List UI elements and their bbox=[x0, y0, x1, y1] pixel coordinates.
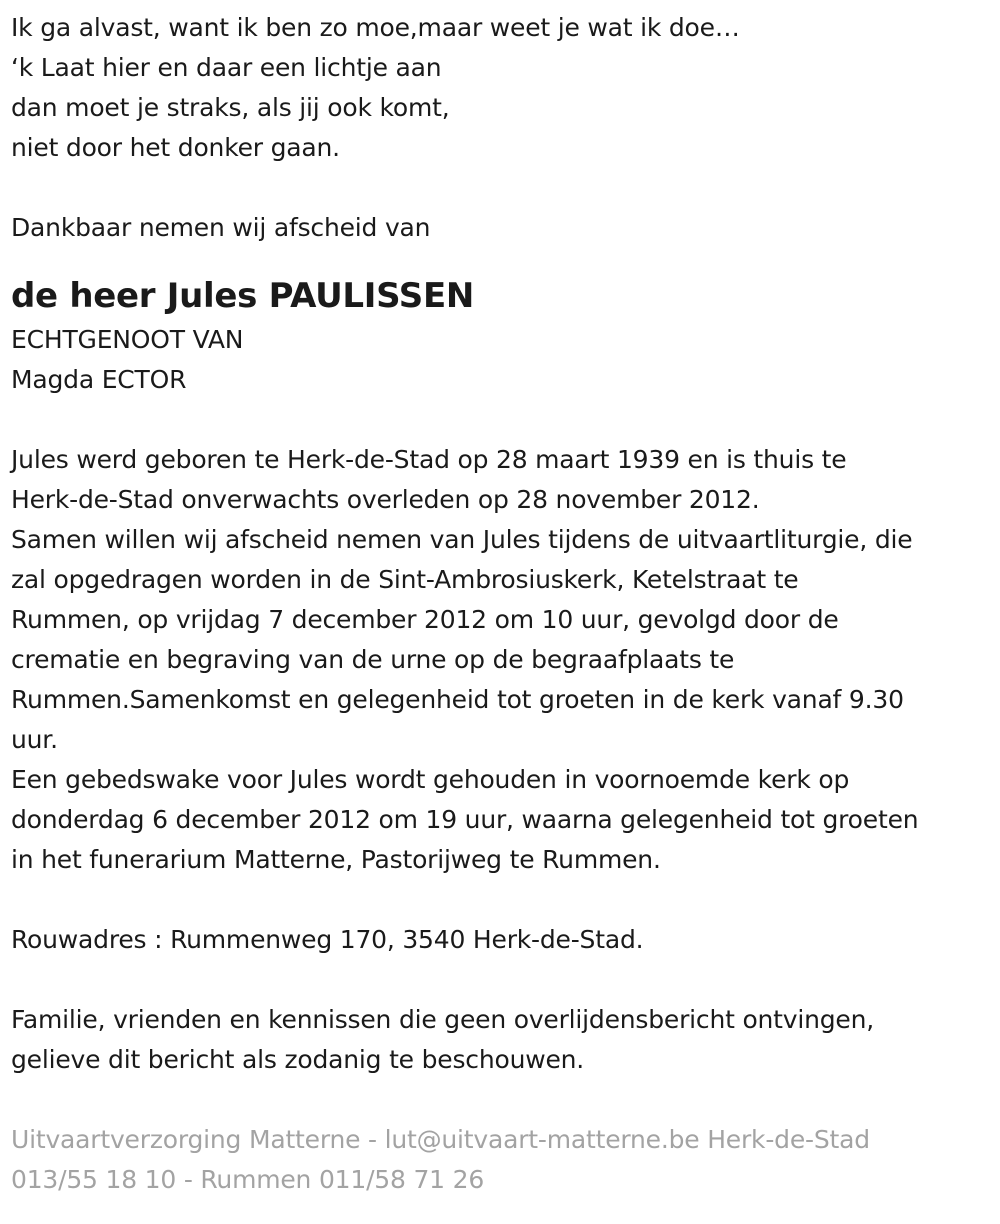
spacer bbox=[11, 880, 1000, 920]
intro-text: Dankbaar nemen wij afscheid van bbox=[11, 213, 431, 242]
spacer bbox=[11, 400, 1000, 440]
funeral-home-footer bbox=[11, 1120, 1000, 1200]
spacer bbox=[11, 168, 1000, 208]
body-line: Een gebedswake voor Jules wordt gehouden in voornoemde kerk op bbox=[11, 765, 850, 794]
spacer bbox=[11, 1080, 1000, 1120]
body-line: crematie en begraving van de urne op de begraafplaats te bbox=[11, 645, 735, 674]
body-line: Samen willen wij afscheid nemen van Jules tijdens de uitvaartliturgie, die bbox=[11, 525, 913, 554]
poem-line: dan moet je straks, als jij ook komt, bbox=[11, 93, 450, 122]
deceased-name: de heer Jules PAULISSEN bbox=[11, 276, 475, 316]
notice bbox=[11, 1000, 1000, 1080]
body-line: Jules werd geboren te Herk-de-Stad op 28 maart 1939 en is thuis te bbox=[11, 445, 847, 474]
body-line: zal opgedragen worden in de Sint-Ambrosiuskerk, Ketelstraat te bbox=[11, 565, 799, 594]
mourning-address: Rouwadres : Rummenweg 170, 3540 Herk-de-Stad. bbox=[11, 925, 644, 954]
body-line: donderdag 6 december 2012 om 19 uur, waarna gelegenheid tot groeten bbox=[11, 805, 919, 834]
obituary-body bbox=[11, 440, 1000, 880]
poem bbox=[11, 8, 1000, 168]
body-line: uur. bbox=[11, 725, 58, 754]
body-line: Rummen.Samenkomst en gelegenheid tot groeten in de kerk vanaf 9.30 bbox=[11, 685, 904, 714]
footer-line: Uitvaartverzorging Matterne - lut@uitvaart-matterne.be Herk-de-Stad bbox=[11, 1125, 870, 1154]
notice-line: Familie, vrienden en kennissen die geen overlijdensbericht ontvingen, bbox=[11, 1005, 875, 1034]
spouse-name: Magda ECTOR bbox=[11, 365, 187, 394]
notice-line: gelieve dit bericht als zodanig te beschouwen. bbox=[11, 1045, 585, 1074]
relation-text: ECHTGENOOT VAN bbox=[11, 325, 244, 354]
poem-line: niet door het donker gaan. bbox=[11, 133, 340, 162]
spacer bbox=[11, 960, 1000, 1000]
body-line: Herk-de-Stad onverwachts overleden op 28 november 2012. bbox=[11, 485, 760, 514]
poem-line: Ik ga alvast, want ik ben zo moe,maar weet je wat ik doe… bbox=[11, 13, 740, 42]
body-line: Rummen, op vrijdag 7 december 2012 om 10 uur, gevolgd door de bbox=[11, 605, 839, 634]
footer-line: 013/55 18 10 - Rummen 011/58 71 26 bbox=[11, 1165, 485, 1194]
poem-line: ‘k Laat hier en daar een lichtje aan bbox=[11, 53, 442, 82]
body-line: in het funerarium Matterne, Pastorijweg te Rummen. bbox=[11, 845, 661, 874]
